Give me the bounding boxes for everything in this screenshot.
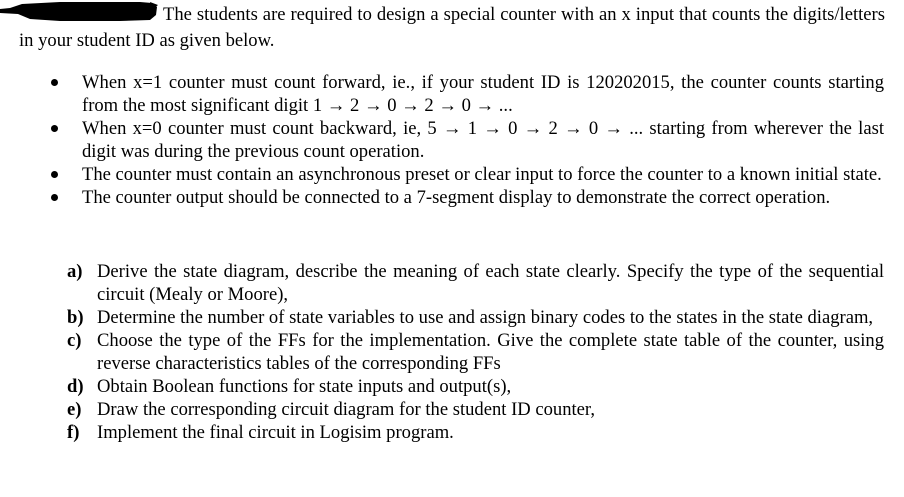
task-item-d bbox=[0, 375, 904, 398]
task-item-b bbox=[0, 306, 904, 329]
task-text: Draw the corresponding circuit diagram for the student ID counter, bbox=[97, 399, 596, 420]
requirement-item bbox=[0, 117, 904, 163]
bullet-icon bbox=[51, 194, 58, 201]
task-list bbox=[0, 260, 904, 444]
bullet-icon bbox=[51, 79, 58, 86]
task-text: Choose the type of the FFs for the implementation. Give the complete state table of the counter, using reverse characteristics tables of the corresponding FFs bbox=[97, 330, 884, 374]
requirement-item bbox=[0, 163, 904, 186]
requirement-text: The counter must contain an asynchronous preset or clear input to force the counter to a known initial state. bbox=[82, 164, 882, 185]
task-text: Determine the number of state variables to use and assign binary codes to the states in the state diagram, bbox=[97, 307, 874, 328]
bullet-icon bbox=[51, 125, 58, 132]
task-marker: f) bbox=[67, 422, 80, 443]
bullet-icon bbox=[51, 171, 58, 178]
requirement-item bbox=[0, 71, 904, 117]
task-item-c bbox=[0, 329, 904, 375]
task-text: Implement the final circuit in Logisim program. bbox=[97, 422, 454, 443]
task-text: Derive the state diagram, describe the meaning of each state clearly. Specify the type of the sequential circuit (Mealy or Moore), bbox=[97, 261, 884, 305]
requirement-text: The counter output should be connected to a 7-segment display to demonstrate the correct operation. bbox=[82, 187, 831, 208]
task-item-a bbox=[0, 260, 904, 306]
requirement-text: When x=0 counter must count backward, ie, 5 → 1 → 0 → 2 → 0 → ... starting from wherever the last digit was during the previous count operation. bbox=[82, 118, 884, 162]
task-item-f bbox=[0, 421, 904, 444]
requirement-item bbox=[0, 186, 904, 209]
task-marker: d) bbox=[67, 376, 84, 397]
task-item-e bbox=[0, 398, 904, 421]
task-marker: e) bbox=[67, 399, 82, 420]
task-marker: a) bbox=[67, 261, 83, 282]
requirements-list bbox=[0, 71, 904, 209]
task-marker: c) bbox=[67, 330, 82, 351]
task-text: Obtain Boolean functions for state inputs and output(s), bbox=[97, 376, 512, 397]
intro-paragraph: The students are required to design a special counter with an x input that counts the digits/letters in your student ID as given below. bbox=[19, 4, 885, 51]
requirement-text: When x=1 counter must count forward, ie., if your student ID is 120202015, the counter counts starting from the most significant digit 1 → 2 → 0 → 2 → 0 → ... bbox=[82, 72, 884, 116]
task-marker: b) bbox=[67, 307, 84, 328]
